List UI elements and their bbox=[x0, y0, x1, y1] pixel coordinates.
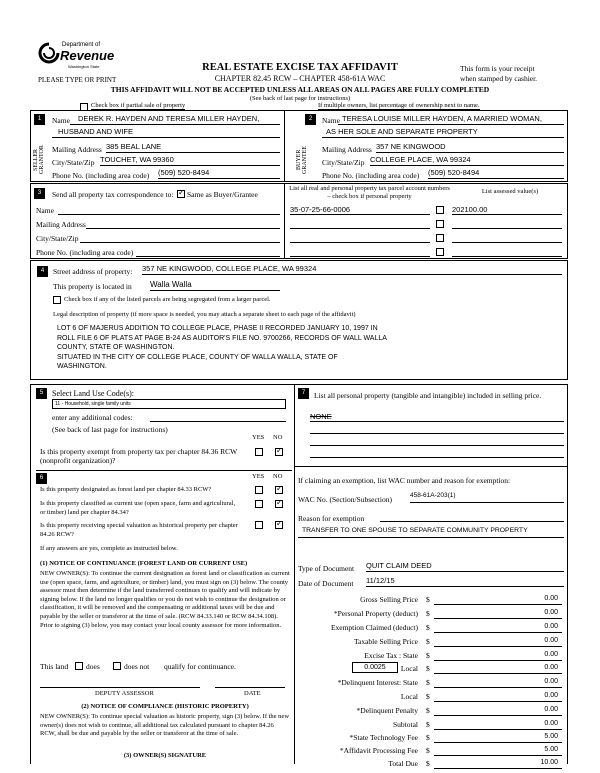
buyer-city-field[interactable]: COLLEGE PLACE, WA 99324 bbox=[370, 155, 564, 166]
select-land-use-label: Select Land Use Code(s): bbox=[52, 389, 134, 398]
legal-line: WASHINGTON. bbox=[57, 363, 107, 370]
tax-value[interactable]: 0.00 bbox=[434, 664, 562, 674]
dollar-sign: $ bbox=[426, 706, 430, 715]
tax-value[interactable]: 0.00 bbox=[434, 678, 562, 688]
assessed-field-4[interactable] bbox=[452, 247, 562, 257]
reason-label: Reason for exemption bbox=[298, 514, 365, 523]
s3-city-label: City/State/Zip bbox=[36, 234, 79, 243]
partial-sale-label: Check box if partial sale of property bbox=[91, 102, 186, 109]
tax-value[interactable]: 0.00 bbox=[434, 720, 562, 730]
legal-description-text[interactable] bbox=[57, 324, 387, 372]
parcel-1-personal-checkbox[interactable] bbox=[436, 206, 444, 214]
exempt-question: Is this property exempt from property tax per chapter 84.36 RCW (nonprofit organization)? bbox=[40, 447, 238, 465]
section-6-badge: 6 bbox=[36, 473, 47, 484]
special-valuation-question: Is this property receiving special valuation as historical property per chapter 84.26 RCW? bbox=[40, 522, 238, 538]
exempt-yes-checkbox[interactable] bbox=[255, 448, 263, 456]
tax-value[interactable]: 10.00 bbox=[434, 759, 562, 769]
tax-value[interactable]: 0.00 bbox=[434, 651, 562, 661]
tax-value[interactable]: 5.00 bbox=[434, 733, 562, 743]
legal-line: ROLL FILE 6 OF PLATS AT PAGE B-24 AS AUDITOR'S FILE NO. 9700266, RECORDS OF WALL WALLA bbox=[57, 334, 387, 342]
tax-row-taxable bbox=[300, 637, 570, 649]
parcel-field-3[interactable] bbox=[290, 233, 430, 243]
parcel-2-personal-checkbox[interactable] bbox=[436, 220, 444, 228]
dollar-sign: $ bbox=[426, 692, 430, 701]
no-header-1: NO bbox=[273, 434, 283, 441]
tax-row-interest-state bbox=[300, 678, 570, 690]
tax-row-exemption bbox=[300, 623, 570, 635]
logo-state-text: Washington State bbox=[68, 64, 100, 69]
buyer-side-label: BUYER GRANTEE bbox=[296, 146, 308, 174]
form-title: REAL ESTATE EXCISE TAX AFFIDAVIT bbox=[202, 62, 398, 73]
does-label: does bbox=[86, 662, 100, 671]
tax-label: Exemption Claimed (deduct) bbox=[330, 623, 418, 632]
s3-name-label: Name bbox=[36, 206, 54, 215]
seller-name-line1[interactable]: DEREK R. HAYDEN AND TERESA MILLER HAYDEN, bbox=[70, 114, 280, 125]
land-use-select[interactable]: 11 - Household, single family units bbox=[52, 399, 286, 409]
tax-row-excise-local bbox=[300, 664, 570, 676]
see-back-text: (See back of last page for instructions) bbox=[249, 95, 351, 102]
buyer-phone-field[interactable]: (509) 520-8494 bbox=[428, 168, 564, 179]
assessed-header: List assessed value(s) bbox=[481, 188, 539, 195]
if-yes-note: If any answers are yes, complete as instructed below. bbox=[40, 545, 178, 552]
assessed-field-3[interactable] bbox=[452, 233, 562, 243]
tax-row-total bbox=[300, 759, 570, 771]
deputy-date-label: DATE bbox=[244, 690, 261, 697]
legal-line: COUNTY, STATE OF WASHINGTON. bbox=[57, 344, 175, 351]
tax-row-personal bbox=[300, 609, 570, 621]
doc-date-label: Date of Document bbox=[298, 579, 354, 588]
exemption-label: If claiming an exemption, list WAC number and reason for exemption: bbox=[298, 476, 511, 485]
buyer-name-label: Name bbox=[322, 116, 340, 125]
parcel-field-1[interactable]: 35-07-25-66-0006 bbox=[290, 205, 430, 215]
qualify-label: qualify for continuance. bbox=[164, 662, 236, 671]
seller-mailing-field[interactable]: 385 BEAL LANE bbox=[106, 142, 280, 153]
parcel-field-4[interactable] bbox=[290, 247, 430, 257]
reason-field[interactable]: TRANSFER TO ONE SPOUSE TO SEPARATE COMMUNITY PROPERTY bbox=[298, 527, 564, 538]
additional-codes-label: enter any additional codes: bbox=[52, 413, 133, 422]
dollar-sign: $ bbox=[426, 733, 430, 742]
yes-header-1: YES bbox=[252, 434, 265, 441]
receipt-note-1: This form is your receipt bbox=[460, 64, 535, 73]
notice-2-title: (2) NOTICE OF COMPLIANCE (HISTORIC PROPERTY) bbox=[81, 703, 249, 710]
tax-label: Excise Tax : State bbox=[364, 651, 418, 660]
forest-question: Is this property designated as forest land per chapter 84.33 RCW? bbox=[40, 486, 212, 493]
s5-see-back: (See back of last page for instructions) bbox=[52, 425, 168, 434]
street-address-label: Street address of property: bbox=[53, 267, 133, 276]
buyer-name-line1[interactable]: TERESA LOUISE MILLER HAYDEN, A MARRIED WOMAN, bbox=[338, 114, 564, 125]
deputy-label: DEPUTY ASSESSOR bbox=[95, 690, 154, 697]
tax-value[interactable]: 0.00 bbox=[434, 637, 562, 647]
notice-2-text: NEW OWNER(S): To continue special valuation as historic property, sign (3) below. If the new owner(s) does not wish to continue, all additional tax calculated pursuant to chapter 84.26 RCW, shall be due and payable by the seller or transferor at the time of sale. bbox=[40, 713, 290, 738]
buyer-name-line2[interactable]: AS HER SOLE AND SEPARATE PROPERTY bbox=[322, 127, 564, 138]
tax-value[interactable]: 0.00 bbox=[434, 609, 562, 619]
send-correspondence-label: Send all property tax correspondence to: bbox=[52, 190, 174, 199]
tax-row-subtotal bbox=[300, 720, 570, 732]
section-2-badge: 2 bbox=[305, 114, 316, 125]
s3-phone-field[interactable] bbox=[136, 247, 280, 257]
warning-text: THIS AFFIDAVIT WILL NOT BE ACCEPTED UNLESS ALL AREAS ON ALL PAGES ARE FULLY COMPLETED bbox=[110, 85, 490, 94]
s3-city-field[interactable] bbox=[80, 233, 280, 243]
forest-no-checkbox[interactable] bbox=[275, 486, 283, 494]
s3-mailing-field[interactable] bbox=[86, 219, 280, 229]
logo-dept-text: Department of bbox=[62, 42, 101, 48]
no-header-2: NO bbox=[273, 473, 283, 480]
same-as-buyer-label: Same as Buyer/Grantee bbox=[187, 190, 258, 199]
street-address-field[interactable]: 357 NE KINGWOOD, COLLEGE PLACE, WA 99324 bbox=[142, 264, 562, 275]
section-4-badge: 4 bbox=[37, 266, 48, 277]
section-1-badge: 1 bbox=[34, 114, 45, 125]
tax-value[interactable]: 5.00 bbox=[434, 746, 562, 756]
tax-label: Gross Selling Price bbox=[360, 595, 418, 604]
buyer-city-label: City/State/Zip bbox=[322, 158, 365, 167]
deputy-signature-line[interactable] bbox=[40, 680, 200, 688]
personal-property-field[interactable]: NONE bbox=[310, 412, 564, 422]
same-as-buyer-checkbox[interactable] bbox=[177, 190, 185, 198]
legal-line: SITUATED IN THE CITY OF COLLEGE PLACE, COUNTY OF WALLA WALLA, STATE OF bbox=[57, 353, 338, 361]
does-not-label: does not bbox=[124, 662, 150, 671]
deputy-date-line[interactable] bbox=[215, 680, 285, 688]
s5-divider-1 bbox=[36, 470, 292, 471]
special-yes-checkbox[interactable] bbox=[255, 521, 263, 529]
s7-divider bbox=[294, 466, 568, 467]
this-land-label: This land bbox=[40, 662, 69, 671]
notice-1-title: (1) NOTICE OF CONTINUANCE (FOREST LAND OR CURRENT USE) bbox=[40, 560, 248, 567]
wac-field[interactable]: 458-61A-203(1) bbox=[410, 492, 564, 503]
logo-name-text: Revenue bbox=[60, 48, 115, 63]
s3-name-field[interactable] bbox=[58, 205, 280, 215]
parties-divider bbox=[284, 110, 285, 182]
local-rate-field[interactable]: 0.0025 bbox=[352, 662, 398, 673]
seller-name-line2[interactable]: HUSBAND AND WIFE bbox=[52, 127, 280, 138]
personal-property-label: List all personal property (tangible and intangible) included in selling price. bbox=[314, 391, 542, 400]
tax-label: *Delinquent Interest: State bbox=[337, 678, 418, 687]
current-use-question: Is this property classified as current use (open space, farm and agricultural, or timber) land per chapter 84.34? bbox=[40, 500, 236, 516]
parcel-4-personal-checkbox[interactable] bbox=[436, 248, 444, 256]
tax-value[interactable]: 0.00 bbox=[434, 706, 562, 716]
dollar-sign: $ bbox=[426, 678, 430, 687]
reason-line-1[interactable] bbox=[380, 511, 564, 522]
tax-row-penalty bbox=[300, 706, 570, 718]
assessed-field-2[interactable] bbox=[452, 219, 562, 229]
tax-label: Local bbox=[400, 692, 418, 701]
tax-label: Taxable Selling Price bbox=[353, 637, 418, 646]
revenue-logo-icon bbox=[38, 42, 60, 64]
tax-value[interactable]: 0.00 bbox=[434, 692, 562, 702]
dollar-sign: $ bbox=[426, 759, 430, 768]
seller-name-label: Name bbox=[52, 116, 70, 125]
exempt-no-checkbox[interactable] bbox=[275, 448, 283, 456]
seller-city-label: City/State/Zip bbox=[52, 158, 95, 167]
located-county-field[interactable]: Walla Walla bbox=[150, 280, 280, 291]
please-type: PLEASE TYPE OR PRINT bbox=[38, 76, 117, 84]
does-checkbox[interactable] bbox=[75, 662, 83, 670]
assessed-field-1[interactable]: 202100.00 bbox=[452, 205, 562, 215]
tax-value[interactable]: 0.00 bbox=[434, 623, 562, 633]
does-not-checkbox[interactable] bbox=[113, 662, 121, 670]
tax-label: Total Due bbox=[388, 759, 418, 768]
tax-label: *Delinquent Penalty bbox=[356, 706, 418, 715]
dollar-sign: $ bbox=[426, 651, 430, 660]
personal-property-line-4[interactable] bbox=[310, 448, 564, 458]
section-3-divider bbox=[284, 183, 285, 259]
tax-row-excise-state bbox=[300, 651, 570, 663]
s3-mailing-label: Mailing Address bbox=[36, 220, 86, 229]
tax-label: *Affidavit Processing Fee bbox=[339, 746, 418, 755]
seller-city-field[interactable]: TOUCHET, WA 99360 bbox=[100, 155, 280, 166]
section-3-badge: 3 bbox=[34, 188, 45, 199]
doc-date-field[interactable]: 11/12/15 bbox=[366, 576, 564, 587]
current-use-yes-checkbox[interactable] bbox=[255, 500, 263, 508]
section-7-badge: 7 bbox=[298, 388, 309, 399]
seller-phone-label: Phone No. (including area code) bbox=[52, 171, 150, 180]
tax-label: Local bbox=[400, 664, 418, 673]
seller-phone-field[interactable]: (509) 520-8494 bbox=[158, 168, 280, 179]
legal-description-label: Legal description of property (if more space is needed, you may attach a separate sheet to each page of the affidavit) bbox=[53, 311, 356, 318]
forest-yes-checkbox[interactable] bbox=[255, 486, 263, 494]
tax-label: Subtotal bbox=[392, 720, 418, 729]
personal-property-line-3[interactable] bbox=[310, 436, 564, 446]
dollar-sign: $ bbox=[426, 637, 430, 646]
tax-value[interactable]: 0.00 bbox=[434, 595, 562, 605]
segregated-checkbox[interactable] bbox=[53, 296, 61, 304]
notice-1-text: NEW OWNER(S): To continue the current designation as forest land or classification as current use (open space, farm, and agriculture, or timber) land, you must sign on (3) below. The county assessor must then determine if the land transferred continues to qualify and will indicate by signing below. If the land no longer qualifies or you do not wish to continue the designation or classification, it will be removed and the compensating or additional taxes will be due and payable by the seller or transferor at the time of sale. (RCW 84.33.140 or RCW 84.34.108). Prior to signing (3) below, you may contact your local county assessor for more information. bbox=[40, 570, 290, 629]
parcel-header: List all real and personal property tax parcel account numbers – check box if personal property bbox=[289, 185, 450, 200]
section-5-badge: 5 bbox=[36, 388, 47, 399]
segregated-label: Check box if any of the listed parcels are being segregated from a larger parcel. bbox=[64, 296, 271, 303]
doc-type-field[interactable]: QUIT CLAIM DEED bbox=[366, 561, 564, 572]
multiple-owners-note: If multiple owners, list percentage of ownership next to name. bbox=[318, 102, 480, 109]
buyer-mailing-field[interactable]: 357 NE KINGWOOD bbox=[376, 142, 564, 153]
parcel-3-personal-checkbox[interactable] bbox=[436, 234, 444, 242]
buyer-mailing-label: Mailing Address bbox=[322, 145, 372, 154]
additional-codes-field[interactable] bbox=[150, 412, 286, 422]
receipt-note-2: when stamped by cashier. bbox=[460, 74, 538, 83]
s3-phone-label: Phone No. (including area code) bbox=[36, 248, 134, 257]
chapter-line: CHAPTER 82.45 RCW – CHAPTER 458-61A WAC bbox=[214, 74, 386, 83]
buyer-phone-label: Phone No. (including area code) bbox=[322, 171, 420, 180]
yes-header-2: YES bbox=[252, 473, 265, 480]
special-no-checkbox[interactable] bbox=[275, 521, 283, 529]
seller-mailing-label: Mailing Address bbox=[52, 145, 102, 154]
dollar-sign: $ bbox=[426, 595, 430, 604]
tax-row-interest-local bbox=[300, 692, 570, 704]
dollar-sign: $ bbox=[426, 664, 430, 673]
dollar-sign: $ bbox=[426, 623, 430, 632]
tax-label: *State Technology Fee bbox=[349, 733, 418, 742]
current-use-no-checkbox[interactable] bbox=[275, 500, 283, 508]
personal-property-line-2[interactable] bbox=[310, 424, 564, 434]
tax-row-gross bbox=[300, 595, 570, 607]
tax-row-processing-fee bbox=[300, 746, 570, 758]
dollar-sign: $ bbox=[426, 746, 430, 755]
parcel-field-2[interactable] bbox=[290, 219, 430, 229]
seller-side-label: SELLER GRANTOR bbox=[33, 145, 45, 175]
doc-type-label: Type of Document bbox=[298, 564, 355, 573]
wac-label: WAC No. (Section/Subsection) bbox=[298, 495, 392, 504]
tax-row-technology-fee bbox=[300, 733, 570, 745]
dollar-sign: $ bbox=[426, 609, 430, 618]
located-label: This property is located in bbox=[53, 282, 132, 291]
dollar-sign: $ bbox=[426, 720, 430, 729]
legal-line: LOT 6 OF MAJERUS ADDITION TO COLLEGE PLACE, PHASE II RECORDED JANUARY 10, 1997 IN bbox=[57, 325, 378, 332]
tax-label: *Personal Property (deduct) bbox=[333, 609, 418, 618]
notice-3-title: (3) OWNER(S) SIGNATURE bbox=[123, 752, 207, 759]
